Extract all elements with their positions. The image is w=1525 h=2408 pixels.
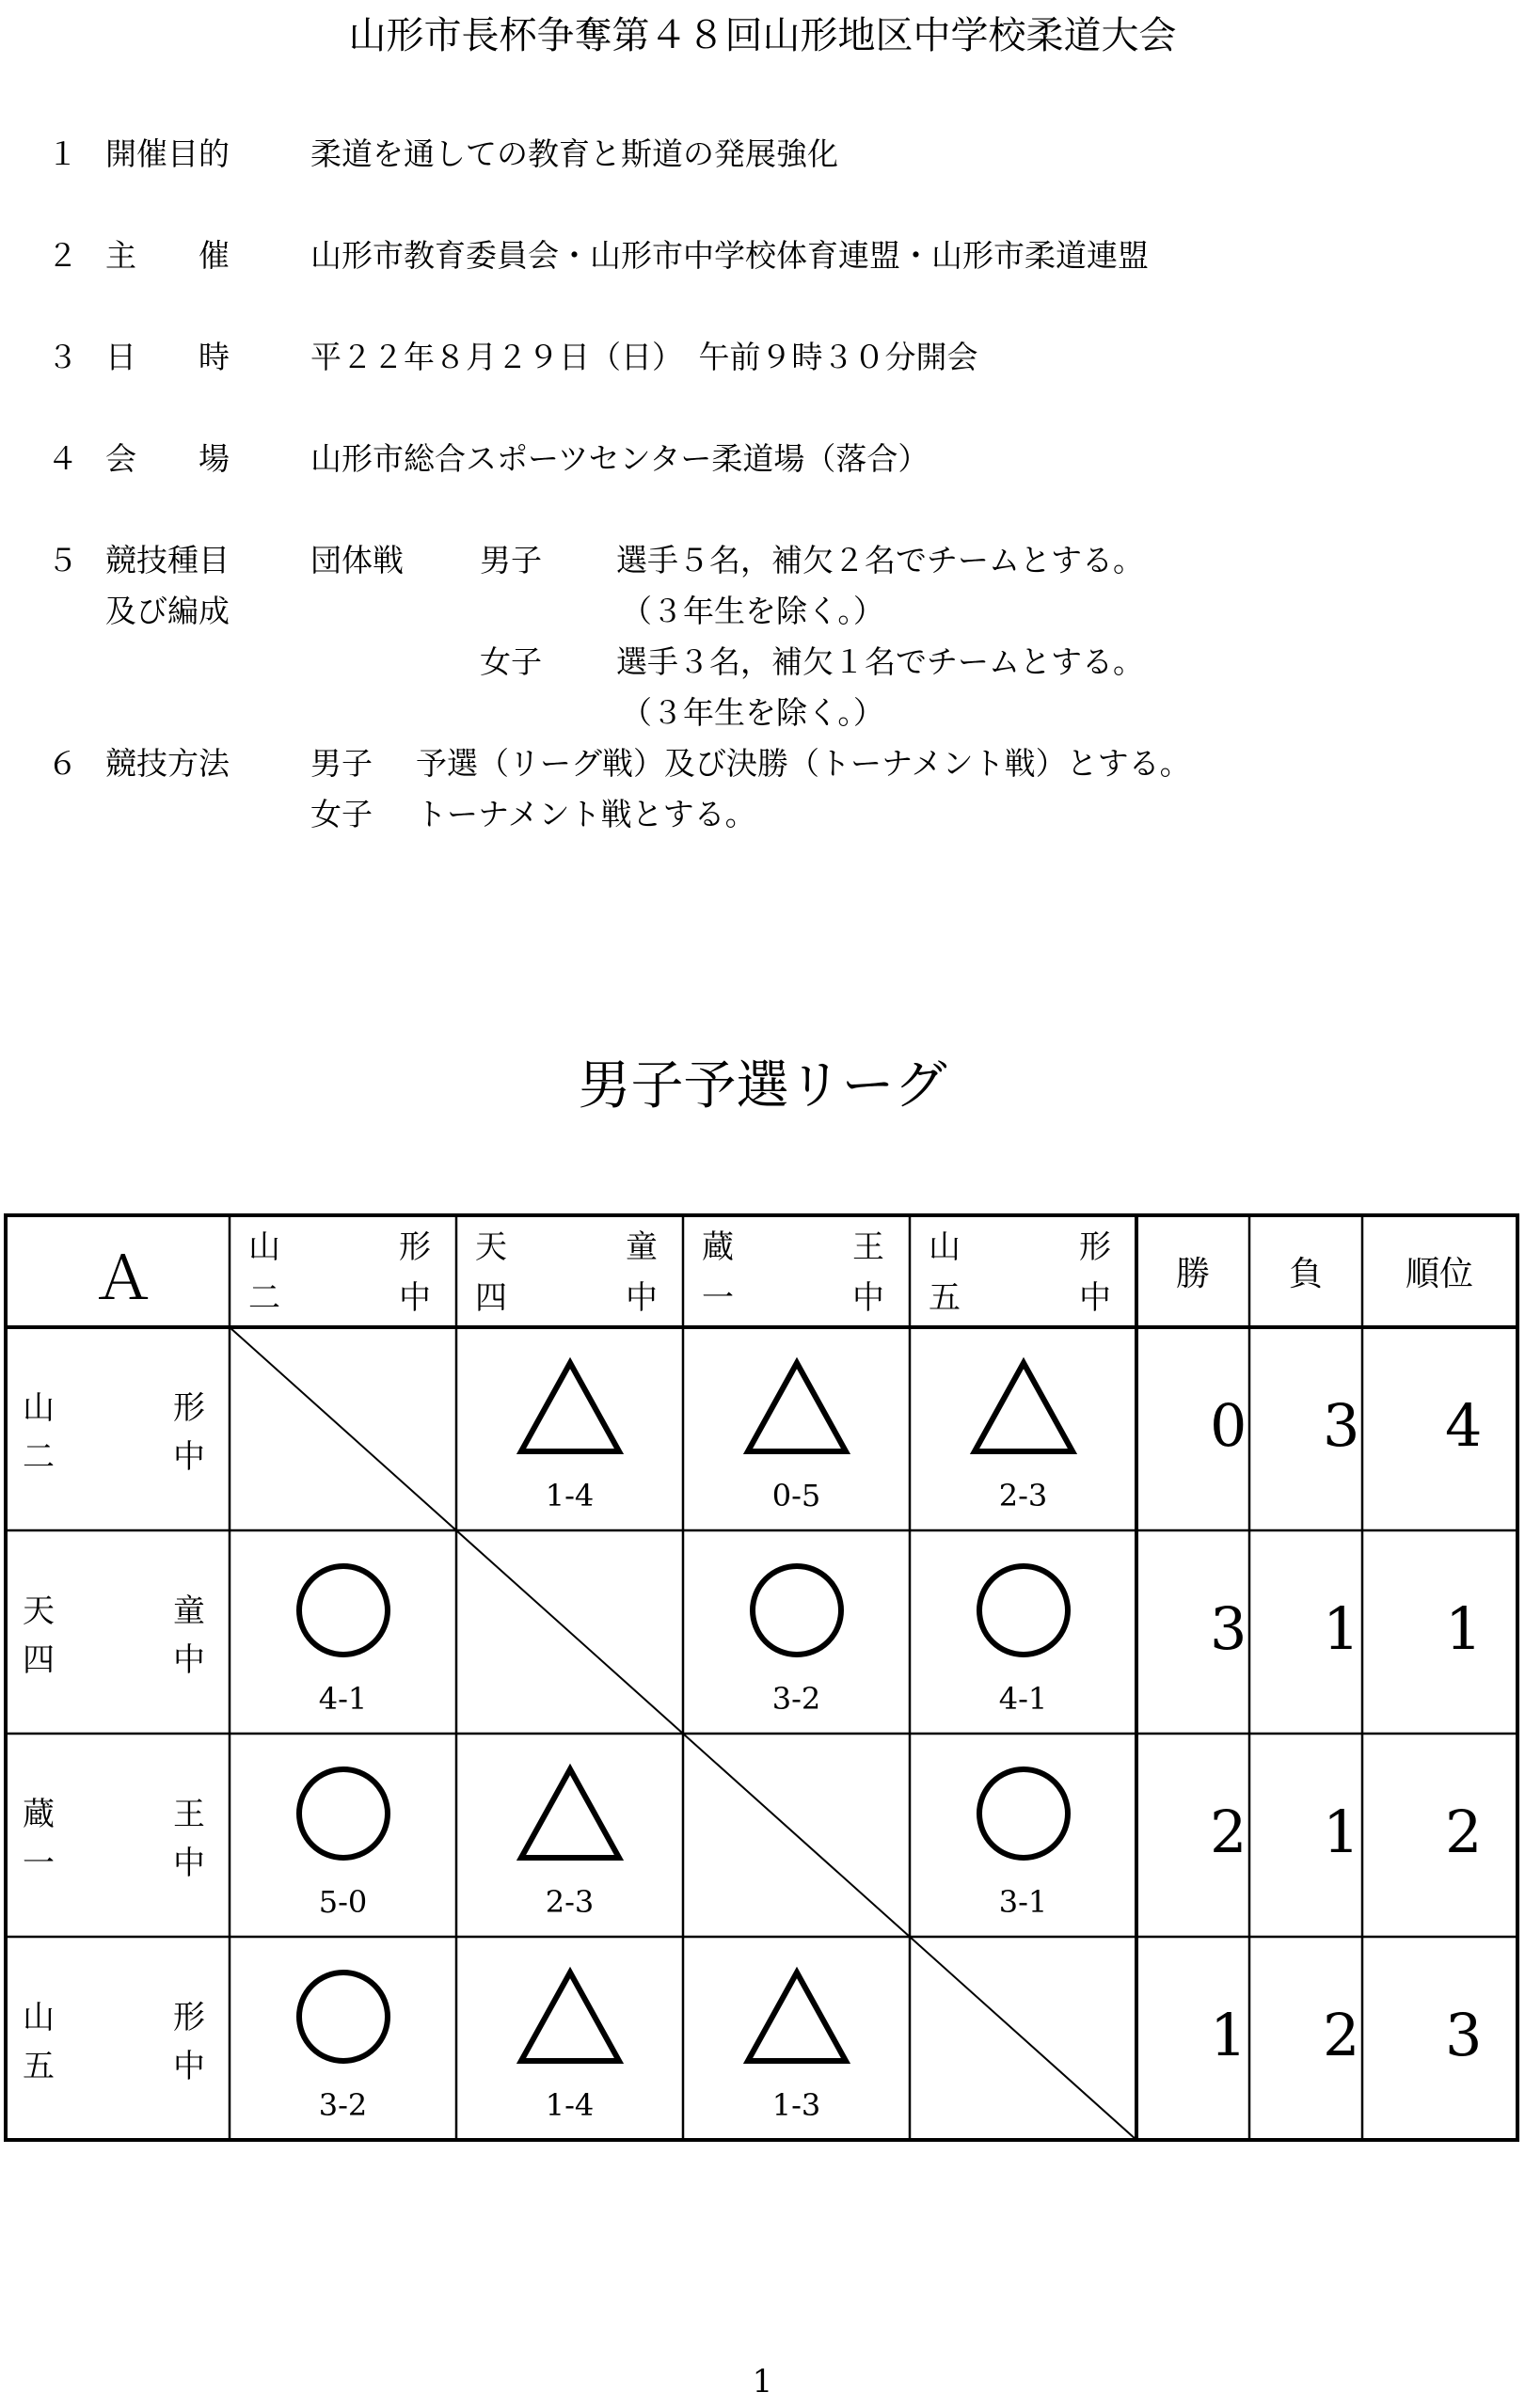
item-5-men-value: 選手５名，補欠２名でチームとする。 (616, 542, 1144, 578)
header-team-4-bottom-right: 中 (1079, 1279, 1111, 1317)
row-4-wins: 1 (1210, 2001, 1247, 2069)
item-6-men-value: 予選（リーグ戦）及び決勝（トーナメント戦）とする。 (416, 745, 1191, 782)
row-team-1-top-right: 形 (173, 1389, 205, 1427)
item-3-label: 日 時 (105, 339, 230, 375)
item-5-women-label: 女子 (480, 643, 542, 680)
document-title: 山形市長杯争奪第４８回山形地区中学校柔道大会 (348, 14, 1177, 57)
item-5-women-value: 選手３名，補欠１名でチームとする。 (616, 643, 1144, 680)
diagonal-slash (683, 1734, 910, 1937)
item-6-label: 競技方法 (105, 745, 230, 782)
row-team-2-top-right: 童 (173, 1592, 205, 1630)
match-score: 2-3 (545, 1884, 595, 1920)
match-score: 4-1 (318, 1681, 368, 1717)
item-1-number: １ (47, 135, 78, 172)
win-circle-icon (287, 1762, 400, 1865)
row-team-2-bottom-left: 四 (23, 1641, 55, 1679)
diagonal-slash (456, 1530, 683, 1734)
item-5-number: ５ (47, 542, 78, 578)
win-circle-icon (740, 1559, 853, 1662)
header-team-3-bottom-left: 一 (702, 1279, 734, 1317)
row-team-4-top-right: 形 (173, 1999, 205, 2036)
header-team-4-top-right: 形 (1079, 1228, 1111, 1266)
row-2-rank: 1 (1445, 1594, 1483, 1663)
header-team-4-bottom-left: 五 (929, 1279, 961, 1317)
row-3-wins: 2 (1210, 1798, 1247, 1866)
match-score: 1-4 (545, 2087, 595, 2123)
row-team-3-bottom-right: 中 (173, 1845, 205, 1882)
match-score: 0-5 (771, 1478, 821, 1513)
match-score: 3-2 (771, 1681, 821, 1717)
row-4-losses: 2 (1323, 2001, 1360, 2069)
match-score: 2-3 (998, 1478, 1048, 1513)
row-1-losses: 3 (1323, 1391, 1360, 1460)
row-team-4-top-left: 山 (23, 1999, 55, 2036)
row-team-2-bottom-right: 中 (173, 1641, 205, 1679)
item-4-number: ４ (47, 440, 78, 477)
header-team-3-top-left: 蔵 (702, 1228, 734, 1266)
item-6-number: ６ (47, 745, 78, 782)
section-title: 男子予選リーグ (578, 1055, 947, 1117)
header-team-1-bottom-right: 中 (399, 1279, 431, 1317)
row-3-rank: 2 (1445, 1798, 1483, 1866)
header-team-4-top-left: 山 (929, 1228, 961, 1266)
item-4-label: 会 場 (105, 440, 230, 477)
item-1-value: 柔道を通しての教育と斯道の発展強化 (310, 135, 838, 172)
item-5-men-note: （３年生を除く。） (621, 593, 884, 629)
loss-triangle-icon (514, 1965, 627, 2068)
header-team-1-top-right: 形 (399, 1228, 431, 1266)
item-5-label-line2: 及び編成 (105, 593, 230, 629)
match-score: 4-1 (998, 1681, 1048, 1717)
item-1-label: 開催目的 (105, 135, 230, 172)
match-score: 1-3 (771, 2087, 821, 2123)
item-5-type: 団体戦 (310, 542, 404, 578)
row-team-2-top-left: 天 (23, 1592, 55, 1630)
header-team-3-top-right: 王 (852, 1228, 884, 1266)
row-3-losses: 1 (1323, 1798, 1360, 1866)
row-1-wins: 0 (1210, 1391, 1247, 1460)
row-team-1-bottom-right: 中 (173, 1438, 205, 1476)
match-score: 1-4 (545, 1478, 595, 1513)
win-circle-icon (967, 1762, 1080, 1865)
item-6-women-label: 女子 (310, 796, 373, 832)
group-label: Ａ (93, 1244, 153, 1314)
item-2-number: ２ (47, 237, 78, 274)
item-3-number: ３ (47, 339, 78, 375)
row-team-4-bottom-right: 中 (173, 2048, 205, 2085)
row-2-losses: 1 (1323, 1594, 1360, 1663)
item-2-value: 山形市教育委員会・山形市中学校体育連盟・山形市柔道連盟 (310, 237, 1149, 274)
header-team-1-bottom-left: 二 (248, 1279, 280, 1317)
loss-triangle-icon (740, 1355, 853, 1459)
loss-triangle-icon (967, 1355, 1080, 1459)
league-table (4, 1213, 1519, 2147)
item-5-men-label: 男子 (480, 542, 542, 578)
loss-triangle-icon (514, 1762, 627, 1865)
header-team-2-bottom-right: 中 (626, 1279, 658, 1317)
row-team-1-top-left: 山 (23, 1389, 55, 1427)
loss-triangle-icon (740, 1965, 853, 2068)
header-team-3-bottom-right: 中 (852, 1279, 884, 1317)
item-6-men-label: 男子 (310, 745, 373, 782)
item-4-value: 山形市総合スポーツセンター柔道場（落合） (310, 440, 929, 477)
header-team-2-top-right: 童 (626, 1228, 658, 1266)
diagonal-slash (910, 1937, 1136, 2140)
row-team-1-bottom-left: 二 (23, 1438, 55, 1476)
header-rank: 順位 (1406, 1255, 1474, 1293)
row-team-3-top-right: 王 (173, 1796, 205, 1833)
loss-triangle-icon (514, 1355, 627, 1459)
item-2-label: 主 催 (105, 237, 230, 274)
row-1-rank: 4 (1445, 1391, 1483, 1460)
item-3-value: 平２２年８月２９日（日） 午前９時３０分開会 (310, 339, 978, 375)
row-4-rank: 3 (1445, 2001, 1483, 2069)
row-team-3-bottom-left: 一 (23, 1845, 55, 1882)
row-2-wins: 3 (1210, 1594, 1247, 1663)
header-team-2-top-left: 天 (475, 1228, 507, 1266)
page-number: 1 (752, 2363, 773, 2400)
item-6-women-value: トーナメント戦とする。 (416, 796, 756, 832)
row-team-3-top-left: 蔵 (23, 1796, 55, 1833)
item-5-women-note: （３年生を除く。） (621, 694, 884, 731)
row-team-4-bottom-left: 五 (23, 2048, 55, 2085)
header-team-2-bottom-left: 四 (475, 1279, 507, 1317)
match-score: 3-1 (998, 1884, 1048, 1920)
header-win: 勝 (1176, 1255, 1211, 1293)
win-circle-icon (287, 1559, 400, 1662)
win-circle-icon (967, 1559, 1080, 1662)
win-circle-icon (287, 1965, 400, 2068)
item-5-label: 競技種目 (105, 542, 230, 578)
match-score: 3-2 (318, 2087, 368, 2123)
header-team-1-top-left: 山 (248, 1228, 280, 1266)
diagonal-slash (230, 1327, 456, 1530)
header-loss: 負 (1289, 1255, 1324, 1293)
match-score: 5-0 (318, 1884, 368, 1920)
